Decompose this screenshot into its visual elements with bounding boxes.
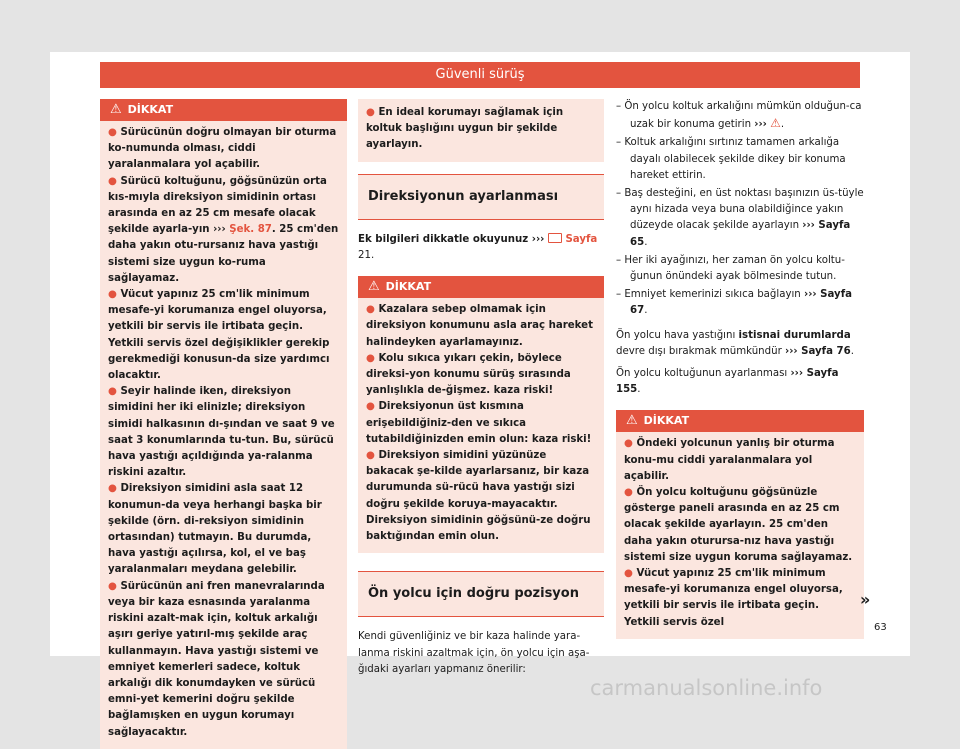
list-item: – Baş desteğini, en üst noktası başınızın üs-tüyle aynı hizada veya buna olabildiğince yakın düzeyde olacak şekilde ayarlayın ››› Sayfa 65. xyxy=(616,188,864,248)
list-item: – Her iki ayağınızı, her zaman ön yolcu koltu-ğunun önündeki ayak bölmesinde tutun. xyxy=(616,254,845,283)
bullet-icon: ● xyxy=(366,352,375,364)
warning-item: ● Kazalara sebep olmamak için direksiyon konumunu asla araç hareket halindeyken ayarlamayınız. xyxy=(366,304,593,348)
warning-body xyxy=(100,121,347,749)
section-title-passenger: Ön yolcu için doğru pozisyon xyxy=(358,571,604,617)
bullet-icon: ● xyxy=(366,401,375,413)
bullet-icon: ● xyxy=(624,487,633,499)
warning-box-continued xyxy=(358,99,604,162)
warning-item: ● Kolu sıkıca yıkarı çekin, böylece direksi-yon konumu sürüş sırasında yanlışlıkla de-ğişmez. kaza riski! xyxy=(366,352,571,397)
page-link[interactable]: ››› Sayfa 67 xyxy=(630,289,853,317)
warning-box xyxy=(616,410,864,638)
section-intro: Kendi güvenliğiniz ve bir kaza halinde yara-lanma riskini azaltmak için, ön yolcu için aşa-ğıdaki ayarları yapmanız önerilir: xyxy=(358,631,590,675)
warning-body xyxy=(358,99,604,162)
warning-box xyxy=(358,276,604,553)
list-item: – Ön yolcu koltuk arkalığını mümkün olduğun-ca uzak bir konuma getirin ››› ⚠. xyxy=(616,101,862,131)
continue-mark: » xyxy=(860,590,871,609)
warning-triangle-icon: ⚠ xyxy=(626,413,638,429)
bullet-icon: ● xyxy=(366,107,375,118)
bullet-icon: ● xyxy=(108,483,117,495)
column-3 xyxy=(616,99,864,639)
bullet-icon: ● xyxy=(108,580,117,592)
page-link[interactable]: ››› Sayfa 155 xyxy=(616,368,839,396)
warning-item: ● Öndeki yolcunun yanlış bir oturma konu-mu ciddi yaralanmalara yol açabilir. xyxy=(624,438,835,482)
warning-title: DİKKAT xyxy=(385,280,432,294)
read-more-note: Ek bilgileri dikkatle okuyunuz ››› Sayfa 21. xyxy=(358,233,598,262)
bullet-icon: ● xyxy=(366,450,375,462)
warning-item: ● En ideal korumayı sağlamak için koltuk başlığını uygun bir şekilde ayarlayın. xyxy=(366,107,564,151)
list-item: – Koltuk arkalığını sırtınız tamamen arkalığa dayalı olabilecek şekilde dikey bir konuma hareket ettirin. xyxy=(616,137,846,181)
warning-header xyxy=(616,410,864,432)
warning-item: ● Sürücünün doğru olmayan bir oturma ko-numunda olması, ciddi yaralanmalara yol açabilir. xyxy=(108,127,337,171)
list-item: – Emniyet kemerinizi sıkıca bağlayın ››› Sayfa 67. xyxy=(616,289,853,317)
warning-item: ● Seyir halinde iken, direksiyon simidini her iki elinizle; direksiyon simidi halkasının dı-şından ve saat 9 ve saat 3 konumlarında tu-tun. Bu, sürücü hava yastığı açıldığında ya-ralanma riskini azaltır. xyxy=(108,386,335,479)
warning-header xyxy=(100,99,347,121)
bullet-icon: ● xyxy=(108,175,117,187)
column-1 xyxy=(100,99,347,749)
warning-box xyxy=(100,99,347,749)
bullet-icon: ● xyxy=(366,304,375,316)
warning-triangle-icon: ⚠ xyxy=(770,116,781,131)
paragraph: Ön yolcu koltuğunun ayarlanması ››› Sayfa 155. xyxy=(616,368,839,396)
warning-item: ● Sürücü koltuğunu, göğsünüzün orta kıs-mıyla direksiyon simidinin ortası arasında en az 25 cm mesafe olacak şekilde ayarla-yın ››› Şek. 87. 25 cm'den daha yakın otu-rursanız hava yastığı sistemi size uygun ko-ruma sağlayamaz. xyxy=(108,175,339,284)
book-icon xyxy=(548,233,562,243)
warning-body xyxy=(358,298,604,553)
bullet-icon: ● xyxy=(624,568,633,580)
page-header: Güvenli sürüş xyxy=(100,62,860,88)
figure-link[interactable]: Şek. 87 xyxy=(229,224,272,236)
warning-item: ● Direksiyon simidini yüzünüze bakacak şe-kilde ayarlarsanız, bir kaza durumunda sü-rücü hava yastığı sizi doğru şekilde koruya-mayacaktır. Direksiyon simidinin göğsünü-ze doğru baktığından emin olun. xyxy=(366,450,591,543)
warning-item: ● Vücut yapınız 25 cm'lik minimum mesafe-yi korumanıza engel oluyorsa, yetkili bir servis ile irtibata geçin. Yetkili servis özel xyxy=(624,568,843,628)
page-link[interactable]: ››› Sayfa 65 xyxy=(630,220,851,248)
paragraph: Ön yolcu hava yastığını istisnai durumlarda devre dışı bırakmak mümkündür ››› Sayfa 76. xyxy=(616,329,854,357)
warning-item: ● Direksiyon simidini asla saat 12 konumun-da veya herhangi başka bir şekilde (örn. di-reksiyon simidinin ortasından) tutmayın. Bu durumda, hava yastığı açılırsa, kol, el ve baş yaralanmaları meydana gelebilir. xyxy=(108,483,322,576)
warning-title: DİKKAT xyxy=(643,414,690,428)
bullet-icon: ● xyxy=(624,438,633,450)
warning-header xyxy=(358,276,604,298)
warning-title: DİKKAT xyxy=(127,103,174,116)
column-2 xyxy=(358,99,604,678)
warning-body xyxy=(616,432,864,638)
watermark: carmanualsonline.info xyxy=(590,676,823,700)
warning-item: ● Sürücünün ani fren manevralarında veya bir kaza esnasında yaralanma riskini azalt-mak için, koltuk arkalığı aşırı geriye yatırıl-mış şekilde araç kullanmayın. Hava yastığı sistemi ve emniyet kemerleri sadece, koltuk arkalığı dik konumdayken ve sürücü emni-yet kemerini doğru şekilde bağlamışken en uygun korumayı sağlayacaktır. xyxy=(108,580,325,738)
warning-item: ● Direksiyonun üst kısmına erişebildiğiniz-den ve sıkıca tutabildiğinizden emin olun: kaza riski! xyxy=(366,401,592,445)
warning-item: ● Ön yolcu koltuğunu göğsünüzle gösterge paneli arasında en az 25 cm olacak şekilde ayarlayın. 25 cm'den daha yakın oturursa-nız hava yastığı sistemi size uygun koruma sağlayamaz. xyxy=(624,487,853,563)
section-title-steering: Direksiyonun ayarlanması xyxy=(358,174,604,220)
bullet-icon: ● xyxy=(108,127,117,138)
bullet-icon: ● xyxy=(108,289,117,301)
page-link[interactable]: ››› Sayfa 76 xyxy=(785,345,851,357)
warning-triangle-icon: ⚠ xyxy=(110,102,122,117)
warning-item: ● Vücut yapınız 25 cm'lik minimum mesafe-yi korumanıza engel oluyorsa, yetkili bir servis ile irtibata geçin. Yetkili servis özel değişiklikler gerekip gerekmediği konusun-da size yardımcı olacaktır. xyxy=(108,289,330,382)
bullet-icon: ● xyxy=(108,386,117,398)
warning-triangle-icon: ⚠ xyxy=(368,279,380,295)
page-number: 63 xyxy=(874,622,887,633)
page-link[interactable]: Sayfa xyxy=(565,233,598,245)
